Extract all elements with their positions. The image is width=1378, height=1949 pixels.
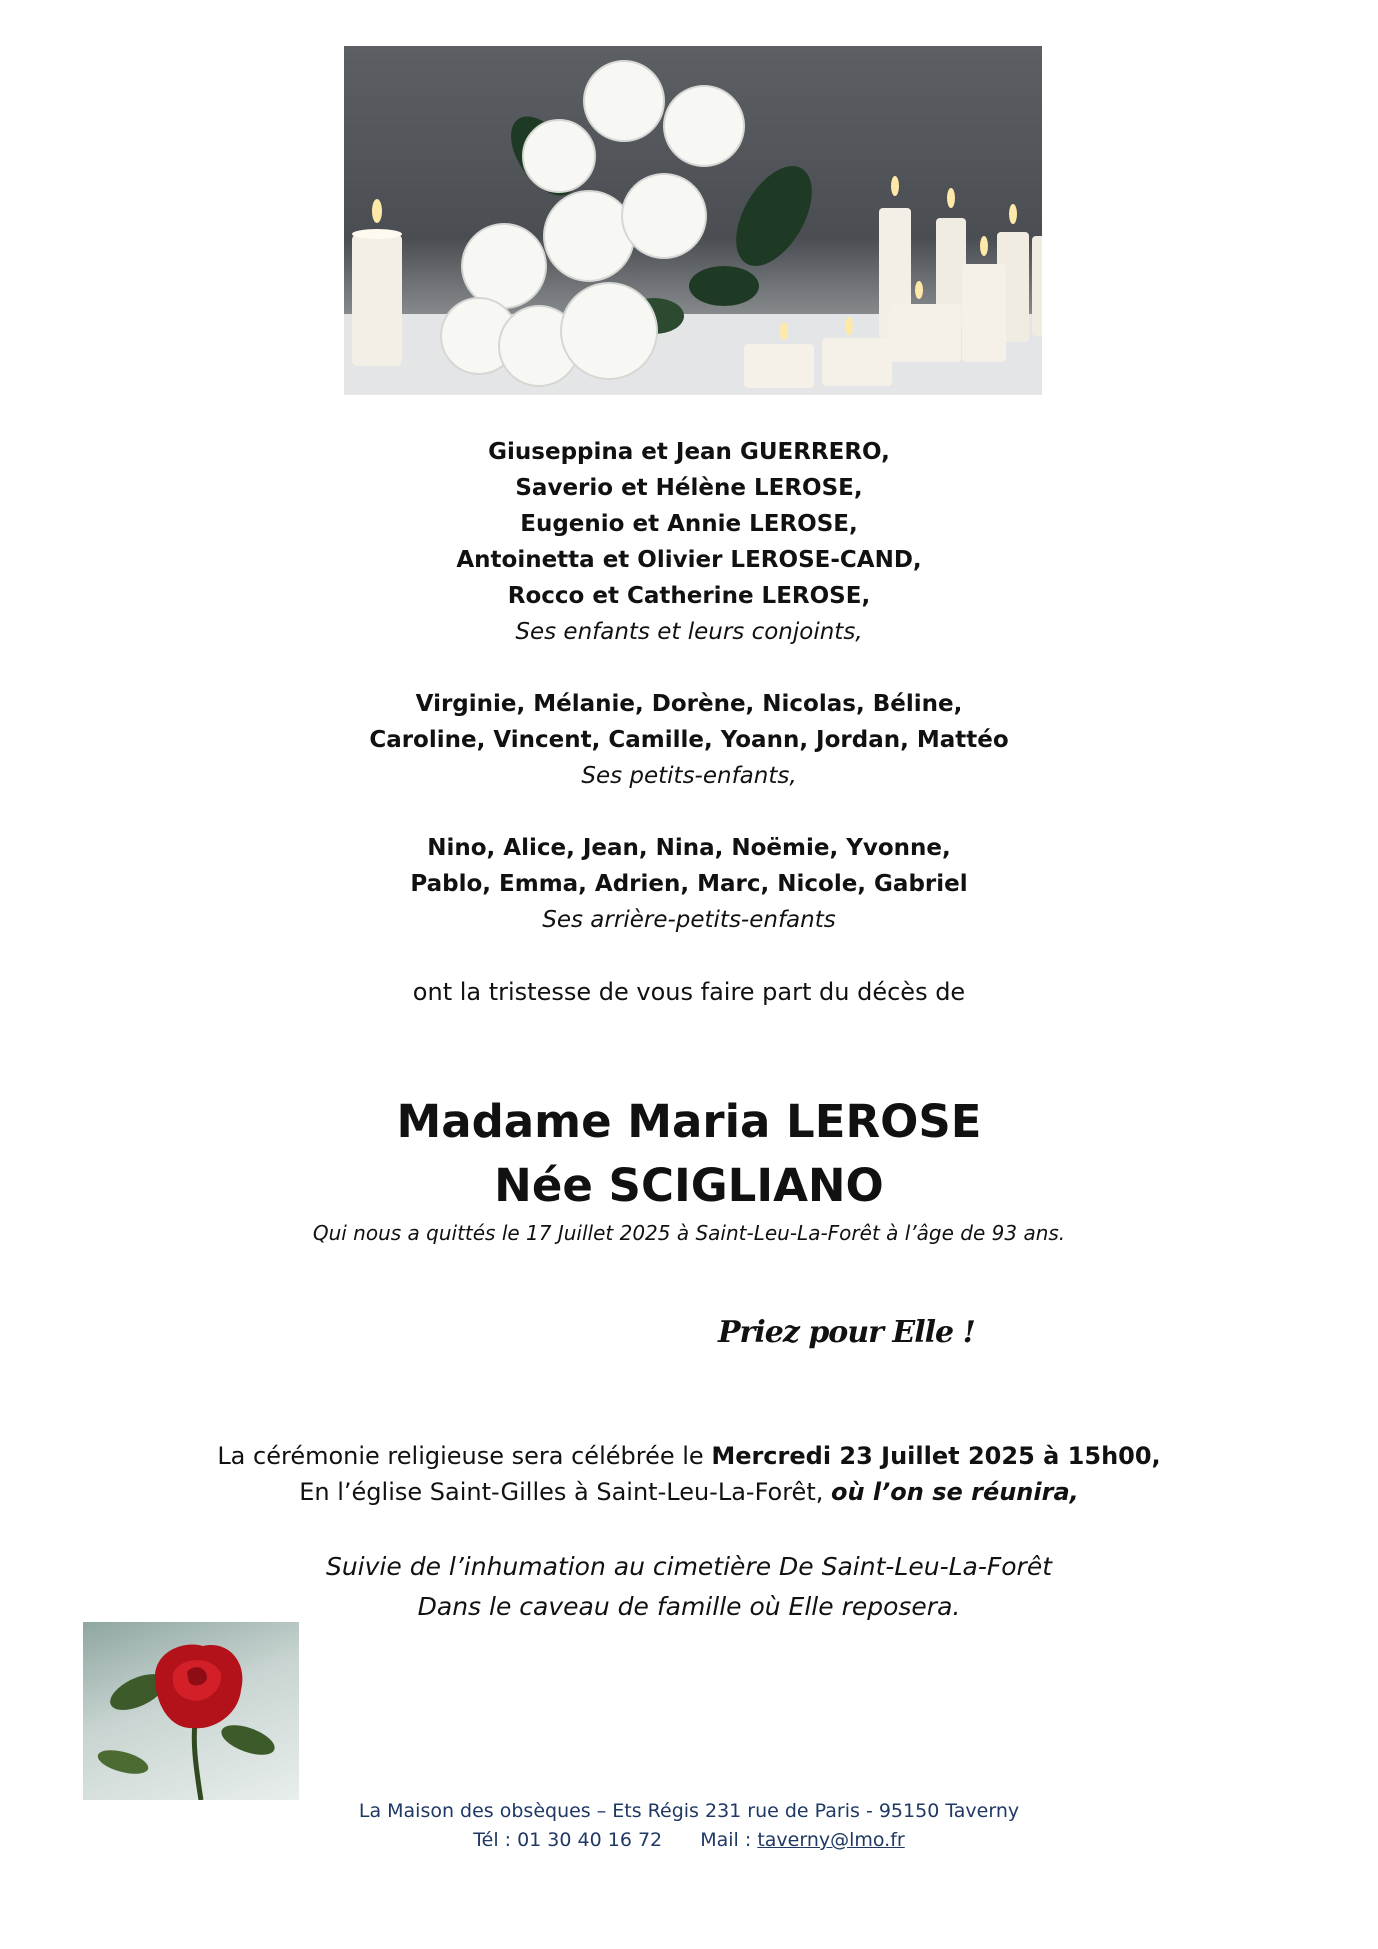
great-grandchildren-line: Nino, Alice, Jean, Nina, Noëmie, Yvonne, <box>427 835 951 861</box>
ceremony-place: En l’église Saint-Gilles à Saint-Leu-La-Forêt, <box>299 1478 831 1506</box>
family-list <box>0 434 1378 938</box>
email-link[interactable]: taverny@lmo.fr <box>757 1829 905 1851</box>
children-caption: Ses enfants et leurs conjoints, <box>515 619 863 645</box>
announcement: ont la tristesse de vous faire part du décès de <box>412 978 966 1006</box>
contact-line <box>0 1826 1378 1855</box>
ceremony-line-1 <box>0 1438 1378 1474</box>
child-line: Rocco et Catherine LEROSE, <box>507 583 871 609</box>
ceremony-gathering: où l’on se réunira, <box>830 1478 1079 1506</box>
great-grandchildren-caption: Ses arrière-petits-enfants <box>542 907 836 933</box>
funeral-home-address: La Maison des obsèques – Ets Régis 231 rue de Paris - 95150 Taverny <box>358 1800 1020 1822</box>
burial-info <box>0 1547 1378 1627</box>
funeral-home-footer <box>0 1797 1378 1855</box>
deceased-details: Qui nous a quittés le 17 Juillet 2025 à Saint-Leu-La-Forêt à l’âge de 93 ans. <box>312 1221 1066 1245</box>
deceased-maiden-name: Née SCIGLIANO <box>494 1159 884 1212</box>
ceremony-info <box>0 1438 1378 1510</box>
deceased-name: Madame Maria LEROSE <box>396 1095 982 1148</box>
ceremony-line-2 <box>0 1474 1378 1510</box>
phone-number: Tél : 01 30 40 16 72 <box>473 1829 663 1851</box>
burial-line-2: Dans le caveau de famille où Elle reposera. <box>417 1592 961 1621</box>
child-line: Antoinetta et Olivier LEROSE-CAND, <box>456 547 922 573</box>
white-roses-candles-image <box>344 46 1042 395</box>
grandchildren-line: Virginie, Mélanie, Dorène, Nicolas, Béline, <box>415 691 963 717</box>
ceremony-date: Mercredi 23 Juillet 2025 à 15h00, <box>711 1442 1161 1470</box>
prayer-text: Priez pour Elle ! <box>718 1315 975 1350</box>
child-line: Giuseppina et Jean GUERRERO, <box>488 439 890 465</box>
red-rose-image <box>83 1622 299 1800</box>
child-line: Eugenio et Annie LEROSE, <box>520 511 858 537</box>
grandchildren-caption: Ses petits-enfants, <box>581 763 797 789</box>
burial-line-1: Suivie de l’inhumation au cimetière De Saint-Leu-La-Forêt <box>325 1552 1053 1581</box>
great-grandchildren-line: Pablo, Emma, Adrien, Marc, Nicole, Gabriel <box>410 871 968 897</box>
grandchildren-line: Caroline, Vincent, Camille, Yoann, Jordan, Mattéo <box>369 727 1009 753</box>
child-line: Saverio et Hélène LEROSE, <box>515 475 863 501</box>
mail-label: Mail : <box>700 1829 758 1851</box>
ceremony-text: La cérémonie religieuse sera célébrée le <box>217 1442 712 1470</box>
